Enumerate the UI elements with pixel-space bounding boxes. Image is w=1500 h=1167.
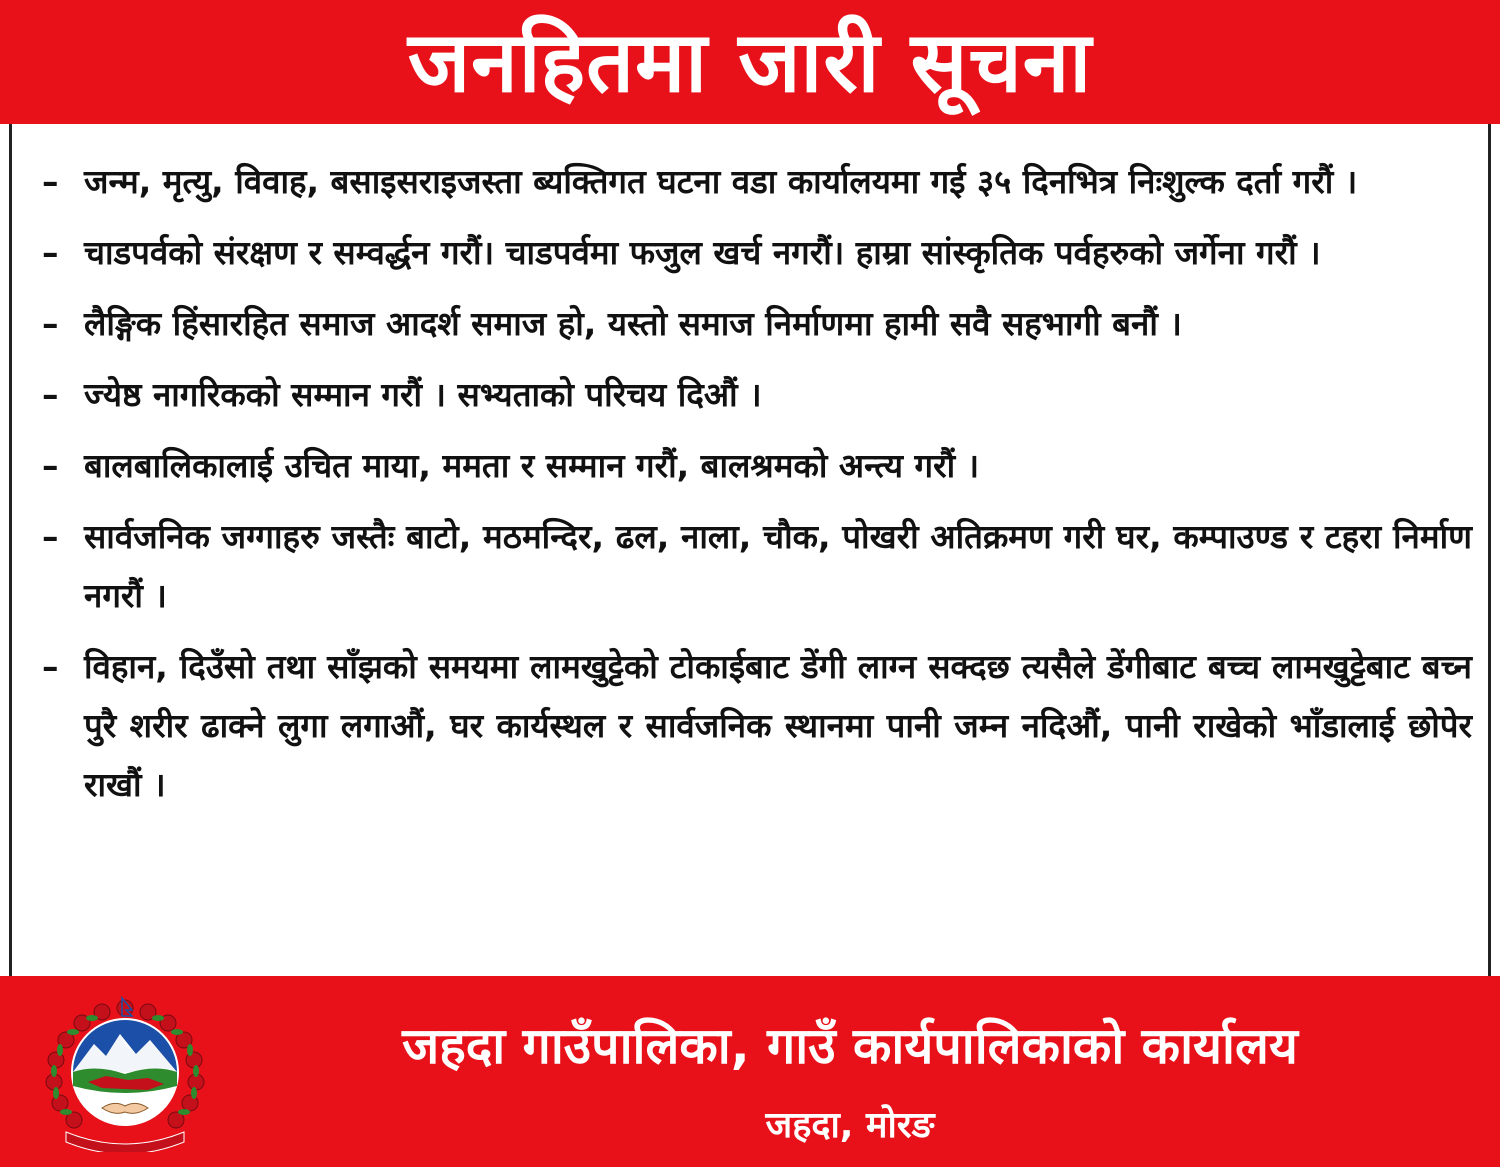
office-name: जहदा गाउँपालिका, गाउँ कार्यपालिकाको कार्यालय [402, 1017, 1298, 1075]
notice-item-text: लैङ्गिक हिंसारहित समाज आदर्श समाज हो, यस्तो समाज निर्माणमा हामी सवै सहभागी बनौं । [84, 304, 1182, 343]
nepal-government-emblem-icon [36, 990, 214, 1152]
notice-item [42, 365, 1472, 424]
bullet-dash: – [42, 233, 59, 272]
notice-list [42, 152, 1472, 826]
notice-item [42, 294, 1472, 353]
notice-item-text: चाडपर्वको संरक्षण र सम्वर्द्धन गरौं। चाडपर्वमा फजुल खर्च नगरौं। हाम्रा सांस्कृतिक पर्वहरुको जर्गेना गरौं । [84, 233, 1321, 272]
office-address: जहदा, मोरङ [765, 1105, 935, 1146]
notice-header-banner [0, 0, 1500, 124]
notice-item-text: जन्म, मृत्यु, विवाह, बसाइसराइजस्ता ब्यक्तिगत घटना वडा कार्यालयमा गई ३५ दिनभित्र निःशुल्क दर्ता गरौं । [84, 162, 1358, 201]
bullet-dash: – [42, 375, 59, 414]
bullet-dash: – [42, 162, 59, 201]
bullet-dash: – [42, 517, 59, 556]
bullet-dash: – [42, 446, 59, 485]
notice-item [42, 223, 1472, 282]
notice-item [42, 436, 1472, 495]
notice-item [42, 152, 1472, 211]
notice-title: जनहितमा जारी सूचना [407, 13, 1093, 111]
notice-item-text: विहान, दिउँसो तथा साँझको समयमा लामखुट्टेको टोकाईबाट डेंगी लाग्न सक्दछ त्यसैले डेंगीबाट बच्च लामखुट्टेबाट बच्न पुरै शरीर ढाक्ने लुगा लगाऔं, घर कार्यस्थल र सार्वजनिक स्थानमा पानी जम्न नदिऔं, पानी राखेको भाँडालाई छोपेर राखौं । [84, 647, 1472, 804]
notice-item [42, 507, 1472, 625]
notice-body [9, 124, 1491, 976]
bullet-dash: – [42, 304, 59, 343]
notice-item-text: बालबालिकालाई उचित माया, ममता र सम्मान गरौं, बालश्रमको अन्त्य गरौं । [84, 446, 980, 485]
notice-item-text: सार्वजनिक जग्गाहरु जस्तैः बाटो, मठमन्दिर, ढल, नाला, चौक, पोखरी अतिक्रमण गरी घर, कम्पाउण्ड र टहरा निर्माण नगरौं । [84, 517, 1472, 615]
notice-footer-banner [0, 976, 1500, 1167]
bullet-dash: – [42, 647, 59, 686]
notice-item [42, 637, 1472, 814]
notice-item-text: ज्येष्ठ नागरिकको सम्मान गरौं । सभ्यताको परिचय दिऔं । [84, 375, 762, 414]
